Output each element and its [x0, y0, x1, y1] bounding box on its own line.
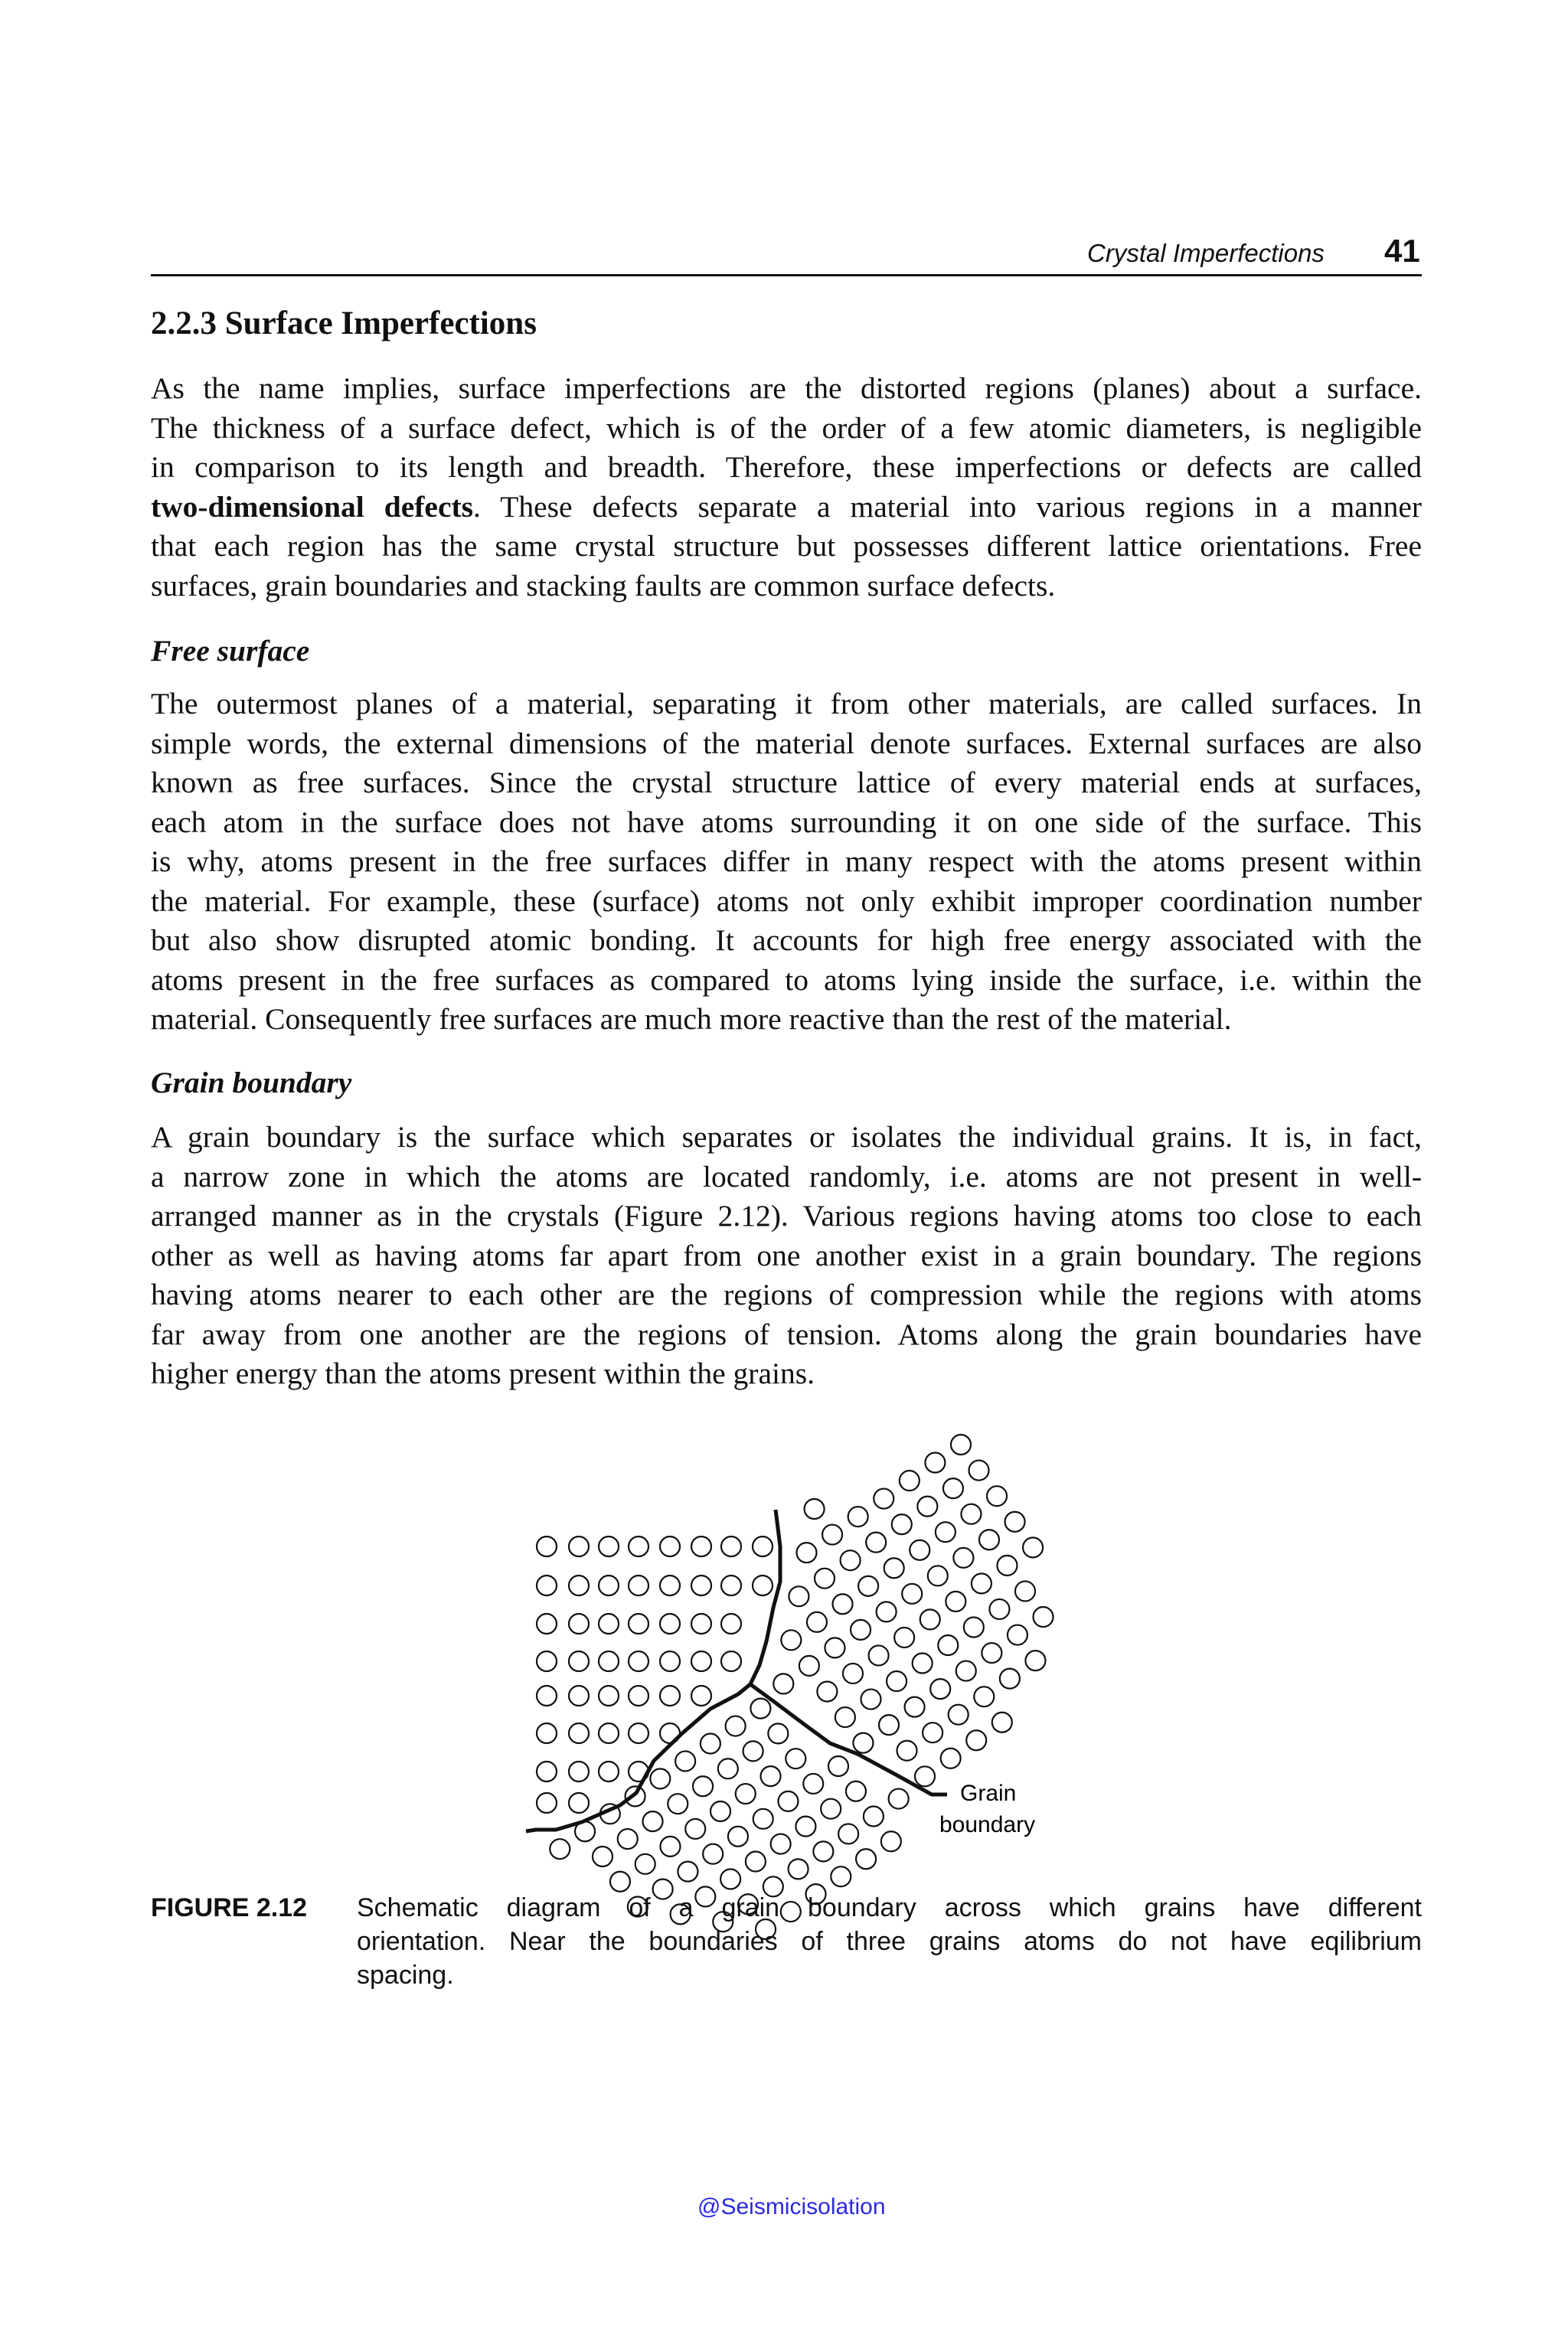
section-intro-paragraph [151, 369, 1422, 606]
atom-circle [930, 1679, 950, 1699]
atom-circle [569, 1576, 589, 1595]
atom-circle [913, 1654, 933, 1674]
atom-circle [833, 1594, 853, 1614]
atom-circle [569, 1762, 589, 1781]
grain-boundary-line [526, 1510, 780, 1831]
atom-circle [778, 1791, 798, 1811]
atom-circle [1025, 1651, 1045, 1670]
atom-circle [917, 1497, 937, 1517]
atom-circle [835, 1707, 855, 1727]
atom-circle [923, 1723, 942, 1742]
atom-circle [789, 1859, 808, 1879]
atom-circle [1015, 1581, 1035, 1601]
atom-circle [805, 1499, 825, 1519]
free-surface-heading-block [151, 633, 1422, 668]
atom-circle [675, 1751, 695, 1771]
atom-circle [864, 1807, 884, 1827]
atom-circle [629, 1651, 648, 1671]
atom-circle [599, 1614, 619, 1634]
atom-circle [1034, 1607, 1054, 1627]
atom-circle [721, 1651, 741, 1671]
atom-circle [866, 1533, 886, 1553]
atom-circle [660, 1537, 680, 1556]
atom-circle [928, 1566, 948, 1586]
atom-circle [972, 1573, 991, 1593]
atom-circle [691, 1576, 711, 1595]
atom-circle [746, 1852, 766, 1872]
atom-circle [1005, 1512, 1025, 1532]
atom-circle [743, 1741, 763, 1761]
atom-circle [789, 1586, 808, 1606]
section-heading [151, 305, 1422, 342]
text-line: arranged manner as in the crystals (Figure 2.12). Various regions having atoms too close to each [151, 1199, 1422, 1233]
text-line: is why, atoms present in the free surfaces differ in many respect with the atoms present within [151, 844, 1422, 878]
caption-text [357, 1891, 1422, 1992]
atom-circle [969, 1461, 989, 1481]
atom-circle [936, 1522, 956, 1542]
atom-circle [635, 1854, 655, 1874]
atom-circle [599, 1762, 619, 1781]
atom-circle [691, 1686, 711, 1706]
atom-circle [768, 1723, 788, 1743]
grain-boundary-label: Grain [960, 1781, 1017, 1806]
atom-circle [537, 1537, 557, 1556]
text-line: the material. For example, these (surface) atoms not only exhibit improper coordination number [151, 883, 1422, 918]
atom-circle [869, 1645, 889, 1665]
text-line: atoms present in the free surfaces as compared to atoms lying inside the surface, i.e. within the [151, 962, 1422, 997]
atom-circle [629, 1614, 648, 1634]
atom-circle [537, 1576, 557, 1595]
atom-circle [1023, 1537, 1043, 1557]
atom-circle [643, 1811, 663, 1831]
atom-circle [660, 1651, 680, 1671]
atom-circle [796, 1543, 816, 1563]
atom-circle [987, 1486, 1007, 1506]
atom-circle [753, 1576, 773, 1595]
atom-circle [795, 1817, 815, 1837]
atom-circle [537, 1651, 557, 1671]
running-title: Crystal Imperfections [1087, 239, 1325, 267]
atom-circle [720, 1869, 740, 1889]
text-line: known as free surfaces. Since the crystal structure lattice of every material ends at surfaces, [151, 766, 1422, 799]
text-line: As the name implies, surface imperfections are the distorted regions (planes) about a surface. [151, 371, 1422, 405]
atom-circle [828, 1756, 848, 1776]
atom-circle [1008, 1625, 1027, 1645]
atom-circle [961, 1504, 981, 1524]
atom-circle [1000, 1669, 1020, 1689]
atom-circle [843, 1664, 863, 1683]
atom-circle [905, 1697, 925, 1717]
atom-circle [626, 1786, 645, 1806]
atom-circle [821, 1799, 841, 1819]
section-title: 2.2.3 Surface Imperfections [151, 305, 537, 341]
grain-boundary-heading-block [151, 1065, 1422, 1100]
atom-circle [537, 1762, 557, 1781]
text-line [151, 488, 1422, 527]
atom-circle [925, 1453, 945, 1473]
atom-circle [736, 1784, 756, 1804]
atom-circle [910, 1540, 929, 1560]
atom-circle [982, 1643, 1001, 1663]
caption-line: Schematic diagram of a grain boundary across which grains have different [357, 1893, 1422, 1922]
atom-circle [877, 1602, 897, 1621]
atom-circle [861, 1690, 880, 1710]
atom-circle [537, 1793, 557, 1813]
atom-circle [771, 1834, 791, 1854]
text-line: The outermost planes of a material, separating it from other materials, are called surfaces. In [151, 687, 1422, 720]
atom-circle [897, 1741, 917, 1761]
atom-circle [629, 1686, 648, 1706]
atom-circle [822, 1525, 842, 1545]
caption-line: spacing. [357, 1961, 454, 1990]
text-line: in comparison to its length and breadth. Therefore, these imperfections or defects are called [151, 450, 1422, 484]
atom-circle [884, 1558, 904, 1578]
atom-circle [618, 1829, 638, 1849]
atom-circle [941, 1749, 961, 1768]
text-line: material. Consequently free surfaces are much more reactive than the rest of the material. [151, 1002, 1232, 1036]
atom-circle [569, 1651, 589, 1671]
atom-circle [599, 1537, 619, 1556]
atom-circle [761, 1766, 781, 1786]
atom-circle [599, 1686, 619, 1706]
atom-circle [691, 1614, 711, 1634]
atom-circle [831, 1866, 851, 1886]
figure-number: FIGURE 2.12 [151, 1893, 308, 1922]
atom-circle [825, 1638, 844, 1657]
atom-circle [750, 1699, 770, 1719]
atom-circle [691, 1651, 711, 1671]
grain-boundary-figure [521, 1424, 1072, 1945]
atom-circle [660, 1614, 680, 1634]
atom-circle [900, 1471, 920, 1491]
atom-circle [889, 1789, 909, 1809]
atoms [537, 1435, 1054, 1939]
atom-circle [902, 1584, 922, 1604]
atom-circle [629, 1723, 648, 1743]
atom-circle [848, 1507, 868, 1527]
atom-circle [599, 1723, 619, 1743]
atom-circle [569, 1614, 589, 1634]
atom-circle [569, 1723, 589, 1743]
atom-circle [966, 1730, 986, 1750]
page-number: 41 [1384, 233, 1420, 269]
atom-circle [701, 1734, 720, 1754]
atom-circle [856, 1849, 876, 1869]
atom-circle [629, 1576, 648, 1595]
atom-circle [569, 1686, 589, 1706]
atom-circle [992, 1713, 1012, 1732]
text-line: but also show disrupted atomic bonding. It accounts for high free energy associated with the [151, 923, 1422, 957]
atom-circle [728, 1827, 748, 1847]
text-line: higher energy than the atoms present within the grains. [151, 1357, 815, 1390]
free-surface-paragraph [151, 684, 1422, 1040]
atom-circle [964, 1617, 984, 1637]
header-rule [151, 274, 1422, 276]
atom-circle [537, 1723, 557, 1743]
text-line: having atoms nearer to each other are the regions of compression while the regions with atoms [151, 1278, 1422, 1311]
atom-circle [721, 1537, 741, 1556]
atom-circle [894, 1628, 914, 1648]
atom-circle [550, 1839, 570, 1859]
atom-circle [858, 1576, 878, 1596]
atom-circle [781, 1630, 801, 1650]
atom-circle [979, 1530, 999, 1550]
atom-circle [569, 1793, 589, 1813]
text-line: A grain boundary is the surface which separates or isolates the individual grains. It is, in fact, [151, 1120, 1422, 1154]
atom-circle [599, 1576, 619, 1595]
atom-circle [660, 1686, 680, 1706]
atom-circle [851, 1620, 871, 1640]
text-line: The thickness of a surface defect, which is of the order of a few atomic diameters, is negligible [151, 410, 1422, 445]
grain-boundary-heading: Grain boundary [151, 1066, 352, 1099]
caption-line: orientation. Near the boundaries of three grains atoms do not have eqilibrium [357, 1927, 1422, 1956]
atom-circle [956, 1661, 976, 1681]
atom-circle [537, 1686, 557, 1706]
atom-circle [841, 1550, 861, 1570]
bold-term: two-dimensional defects [151, 489, 474, 524]
atom-circle [879, 1715, 899, 1735]
atom-circle [599, 1651, 619, 1671]
text-line: other as well as having atoms far apart from one another exist in a grain boundary. The regions [151, 1238, 1422, 1272]
atom-circle [953, 1548, 973, 1568]
atom-circle [593, 1847, 612, 1866]
atom-circle [718, 1759, 738, 1778]
atom-circle [807, 1612, 827, 1632]
atom-circle [949, 1705, 969, 1725]
atom-circle [569, 1537, 589, 1556]
atom-circle [610, 1872, 630, 1892]
text-line: that each region has the same crystal structure but possesses different lattice orientations. Free [151, 529, 1422, 563]
grain-boundary-paragraph [151, 1118, 1422, 1394]
atom-circle [853, 1733, 873, 1753]
text-line: a narrow zone in which the atoms are located randomly, i.e. atoms are not present in well- [151, 1159, 1422, 1194]
atom-circle [721, 1614, 741, 1634]
atom-circle [668, 1794, 688, 1814]
text-line: far away from one another are the regions of tension. Atoms along the grain boundaries have [151, 1317, 1422, 1351]
atom-circle [997, 1556, 1017, 1576]
atom-circle [920, 1609, 940, 1629]
atom-circle [786, 1749, 805, 1768]
atom-circle [874, 1489, 893, 1509]
atom-circle [650, 1768, 670, 1788]
watermark: @Seismicisolation [697, 2194, 886, 2219]
atom-circle [685, 1819, 705, 1839]
atom-circle [974, 1687, 994, 1706]
atom-circle [660, 1837, 680, 1857]
atom-circle [938, 1635, 958, 1655]
atom-circle [537, 1614, 557, 1634]
atom-circle [838, 1824, 858, 1844]
atom-circle [799, 1656, 819, 1676]
atom-circle [629, 1537, 648, 1556]
atom-circle [915, 1766, 935, 1786]
atom-circle [846, 1781, 866, 1801]
atom-circle [815, 1569, 835, 1589]
free-surface-heading: Free surface [151, 634, 310, 668]
atom-circle [887, 1671, 906, 1691]
atom-circle [703, 1844, 723, 1864]
text-span: . These defects separate a material into various regions in a manner [473, 489, 1423, 524]
atom-circle [691, 1537, 711, 1556]
text-line: each atom in the surface does not have atoms surrounding it on one side of the surface. This [151, 805, 1422, 839]
atom-circle [943, 1478, 963, 1498]
atom-circle [946, 1592, 965, 1612]
atom-circle [678, 1862, 697, 1882]
atom-circle [773, 1674, 793, 1693]
atom-circle [881, 1831, 901, 1851]
atom-circle [753, 1809, 773, 1829]
atom-circle [951, 1435, 971, 1455]
atom-circle [989, 1599, 1009, 1619]
grain-boundary-label: boundary [939, 1812, 1036, 1837]
atom-circle [803, 1774, 823, 1794]
text-line: surfaces, grain boundaries and stacking faults are common surface defects. [151, 568, 1056, 603]
atom-circle [753, 1537, 773, 1556]
atom-circle [660, 1576, 680, 1595]
atom-circle [721, 1576, 741, 1595]
atom-circle [813, 1841, 833, 1861]
atom-circle [892, 1514, 912, 1534]
atom-circle [817, 1681, 837, 1701]
text-line: simple words, the external dimensions of the material denote surfaces. External surfaces are also [151, 726, 1422, 760]
atom-circle [693, 1776, 713, 1796]
atom-circle [710, 1801, 730, 1821]
atom-circle [726, 1716, 746, 1736]
